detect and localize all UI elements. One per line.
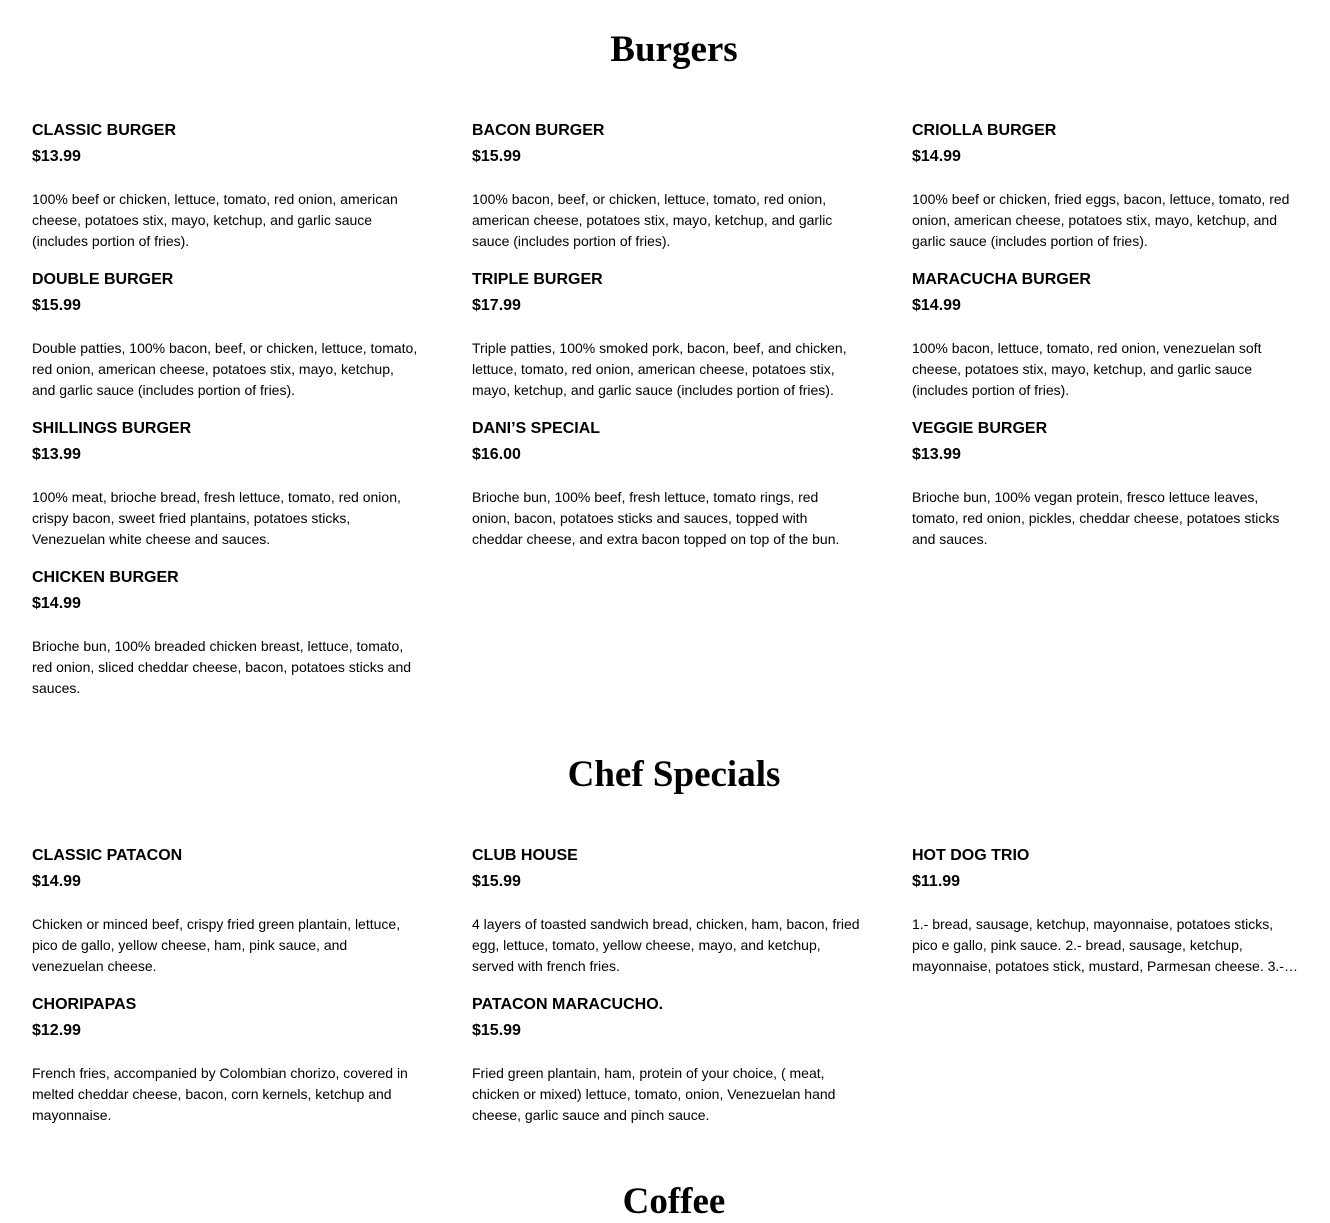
item-description: 1.- bread, sausage, ketchup, mayonnaise, potatoes sticks, pico e gallo, pink sauce. 2.- bread, sausage, ketchup, mayonnaise, potatoes stick, mustard, Parmesan cheese. 3.-… [912,916,1298,974]
item-name: CHORIPAPAS [32,996,137,1013]
item-name: BACON BURGER [472,122,605,139]
item-price: $15.99 [32,297,81,314]
item-description: Brioche bun, 100% breaded chicken breast, lettuce, tomato, red onion, sliced cheddar cheese, bacon, potatoes sticks and sauces. [32,638,412,696]
menu-item[interactable] [912,846,1302,995]
item-name: SHILLINGS BURGER [32,420,192,437]
item-name: MARACUCHA BURGER [912,271,1091,288]
menu-item[interactable] [472,270,862,419]
menu-item[interactable] [32,121,422,270]
section-title-coffee: Coffee [622,1181,726,1222]
item-price: $17.99 [472,297,521,314]
item-description: Triple patties, 100% smoked pork, bacon, beef, and chicken, lettuce, tomato, red onion, american cheese, potatoes stix, mayo, ketchup, and garlic sauce (includes portion of fries). [472,340,847,398]
item-price: $13.99 [32,446,81,463]
menu-item[interactable] [912,419,1302,568]
item-name: CLASSIC PATACON [32,847,183,864]
menu-item[interactable] [32,995,422,1144]
menu-item[interactable] [472,846,862,995]
item-name: TRIPLE BURGER [472,271,603,288]
item-description: French fries, accompanied by Colombian chorizo, covered in melted cheddar cheese, bacon, corn kernels, ketchup and mayonnaise. [32,1065,408,1123]
item-description: 100% bacon, beef, or chicken, lettuce, tomato, red onion, american cheese, potatoes stix, mayo, ketchup, and garlic sauce (includes portion of fries). [472,191,833,249]
item-price: $13.99 [32,148,81,165]
item-price: $11.99 [912,873,961,890]
item-description: 100% beef or chicken, lettuce, tomato, red onion, american cheese, potatoes stix, mayo, ketchup, and garlic sauce (includes portion of fries). [32,191,398,249]
menu-item[interactable] [32,568,422,717]
item-name: CRIOLLA BURGER [912,122,1057,139]
item-name: CLASSIC BURGER [32,122,177,139]
menu-item[interactable] [32,846,422,995]
item-description: 100% meat, brioche bread, fresh lettuce, tomato, red onion, crispy bacon, sweet fried plantains, potatoes sticks, Venezuelan white cheese and sauces. [32,489,401,547]
item-price: $15.99 [472,1022,521,1039]
item-description: Brioche bun, 100% beef, fresh lettuce, tomato rings, red onion, bacon, potatoes sticks and sauces, topped with cheddar cheese, and extra bacon topped on top of the bun. [472,489,840,547]
menu-grid-chef-specials [0,846,1330,1144]
item-name: DANI’S SPECIAL [472,420,601,437]
menu-item[interactable] [472,995,862,1144]
item-name: VEGGIE BURGER [912,420,1048,437]
menu-item[interactable] [32,270,422,419]
item-name: PATACON MARACUCHO. [472,996,664,1013]
item-price: $13.99 [912,446,961,463]
item-price: $16.00 [472,446,521,463]
item-price: $14.99 [912,148,961,165]
item-price: $14.99 [32,595,81,612]
menu-item[interactable] [912,121,1302,270]
item-price: $15.99 [472,873,521,890]
menu-page [0,29,1330,1223]
item-price: $12.99 [32,1022,81,1039]
menu-grid-burgers [0,121,1330,717]
item-description: 4 layers of toasted sandwich bread, chicken, ham, bacon, fried egg, lettuce, tomato, yellow cheese, mayo, and ketchup, served with french fries. [472,916,860,974]
item-price: $14.99 [912,297,961,314]
menu-item[interactable] [32,419,422,568]
item-description: Double patties, 100% bacon, beef, or chicken, lettuce, tomato, red onion, american cheese, potatoes stix, mayo, ketchup, and garlic sauce (includes portion of fries). [32,340,418,398]
item-name: CHICKEN BURGER [32,569,179,586]
item-name: CLUB HOUSE [472,847,578,864]
menu-item[interactable] [472,121,862,270]
item-description: Fried green plantain, ham, protein of your choice, ( meat, chicken or mixed) lettuce, tomato, onion, Venezuelan hand cheese, garlic sauce and pinch sauce. [472,1065,836,1123]
item-description: Brioche bun, 100% vegan protein, fresco lettuce leaves, tomato, red onion, pickles, cheddar cheese, potatoes sticks and sauces. [912,489,1280,547]
item-name: HOT DOG TRIO [912,847,1030,864]
item-description: 100% bacon, lettuce, tomato, red onion, venezuelan soft cheese, potatoes stix, mayo, ketchup, and garlic sauce (includes portion of fries). [912,340,1262,398]
section-title-burgers: Burgers [610,29,738,70]
menu-item[interactable] [472,419,862,568]
menu-item[interactable] [912,270,1302,419]
item-name: DOUBLE BURGER [32,271,174,288]
item-description: 100% beef or chicken, fried eggs, bacon, lettuce, tomato, red onion, american cheese, potatoes stix, mayo, ketchup, and garlic sauce (includes portion of fries). [912,191,1290,249]
item-description: Chicken or minced beef, crispy fried green plantain, lettuce, pico de gallo, yellow cheese, ham, pink sauce, and venezuelan cheese. [32,916,401,974]
section-title-chef-specials: Chef Specials [567,754,781,795]
item-price: $15.99 [472,148,521,165]
item-price: $14.99 [32,873,81,890]
